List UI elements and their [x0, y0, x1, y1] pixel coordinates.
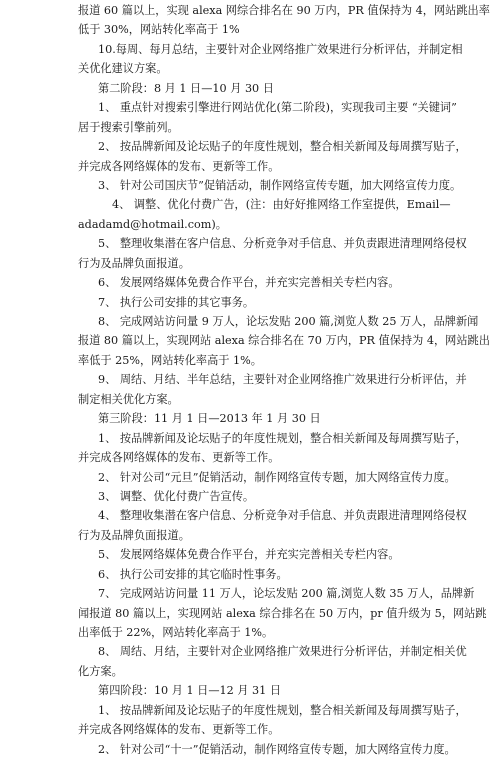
section-heading: 第四阶段：10 月 1 日—12 月 31 日	[98, 684, 282, 698]
text-line: 制定相关优化方案。	[78, 392, 179, 406]
text-line: 出率低于 22%，网站转化率高于 1%。	[78, 626, 274, 639]
text-line: 4、 调整、优化付费广告，(注：由好好推网络工作室提供，Email—	[112, 198, 451, 212]
text-line: 8、 完成网站访问量 9 万人，论坛发贴 200 篇,浏览人数 25 万人，品牌新闻	[98, 315, 479, 328]
text-line: 4、 整理收集潜在客户信息、分析竞争对手信息、并负责跟进清理网络侵权	[98, 509, 467, 523]
text-line: 低于 30%，网站转化率高于 1%	[78, 23, 240, 37]
text-line: 行为及品牌负面报道。	[78, 528, 190, 542]
text-line: 并完成各网络媒体的发布、更新等工作。	[78, 451, 280, 465]
text-line: 关优化建议方案。	[78, 62, 168, 76]
text-line: 5、 整理收集潜在客户信息、分析竞争对手信息、并负责跟进清理网络侵权	[98, 237, 467, 251]
text-line: 1、 按品牌新闻及论坛贴子的年度性规划，整合相关新闻及每周撰写贴子，	[98, 703, 467, 717]
text-line: 行为及品牌负面报道。	[78, 256, 190, 270]
text-line: 2、 按品牌新闻及论坛贴子的年度性规划，整合相关新闻及每周撰写贴子，	[98, 140, 467, 154]
section-heading: 第二阶段：8 月 1 日—10 月 30 日	[98, 81, 274, 95]
text-line: adadamd@hotmail.com)。	[78, 217, 227, 231]
text-line: 报道 60 篇以上，实现 alexa 网综合排名在 90 万内，PR 值保持为 4，网站跳出率	[78, 4, 490, 17]
text-line: 并完成各网络媒体的发布、更新等工作。	[78, 723, 280, 737]
text-line: 并完成各网络媒体的发布、更新等工作。	[78, 159, 280, 173]
text-line: 报道 80 篇以上，实现网站 alexa 综合排名在 70 万内，PR 值保持为 4，网站跳出	[78, 334, 490, 348]
text-line: 1、 重点针对搜索引擎进行网站优化(第二阶段)，实现我司主要 “关键词”	[98, 101, 457, 115]
text-line: 2、 针对公司“元旦”促销活动，制作网络宣传专题，加大网络宣传力度。	[98, 470, 456, 484]
text-line: 7、 执行公司安排的其它事务。	[98, 295, 255, 309]
text-line: 6、 发展网络媒体免费合作平台，并充实完善相关专栏内容。	[98, 276, 400, 290]
text-line: 5、 发展网络媒体免费合作平台，并充实完善相关专栏内容。	[98, 548, 400, 562]
text-line: 8、 周结、月结，主要针对企业网络推广效果进行分析评估，并制定相关优	[98, 645, 467, 659]
text-line: 2、 针对公司“十一”促销活动，制作网络宣传专题，加大网络宣传力度。	[98, 742, 456, 756]
text-line: 9、 周结、月结、半年总结，主要针对企业网络推广效果进行分析评估，并	[98, 373, 467, 387]
text-line: 3、 针对公司国庆节”促销活动，制作网络宣传专题，加大网络宣传力度。	[98, 178, 462, 192]
text-line: 6、 执行公司安排的其它临时性事务。	[98, 567, 288, 581]
text-line: 率低于 25%，网站转化率高于 1%。	[78, 353, 262, 367]
text-line: 居于搜索引擎前列。	[78, 120, 179, 134]
text-line: 闻报道 80 篇以上，实现网站 alexa 综合排名在 50 万内，pr 值升级为 5，网站跳	[78, 606, 487, 620]
text-line: 3、 调整、优化付费广告宣传。	[98, 489, 255, 503]
text-line: 1、 按品牌新闻及论坛贴子的年度性规划，整合相关新闻及每周撰写贴子，	[98, 431, 467, 445]
section-heading: 第三阶段：11 月 1 日—2013 年 1 月 30 日	[98, 412, 321, 426]
text-line: 化方案。	[78, 664, 123, 678]
text-line: 7、 完成网站访问量 11 万人，论坛发贴 200 篇,浏览人数 35 万人，品牌新	[98, 587, 475, 601]
text-line: 10.每周、每月总结，主要针对企业网络推广效果进行分析评估，并制定相	[98, 42, 463, 56]
